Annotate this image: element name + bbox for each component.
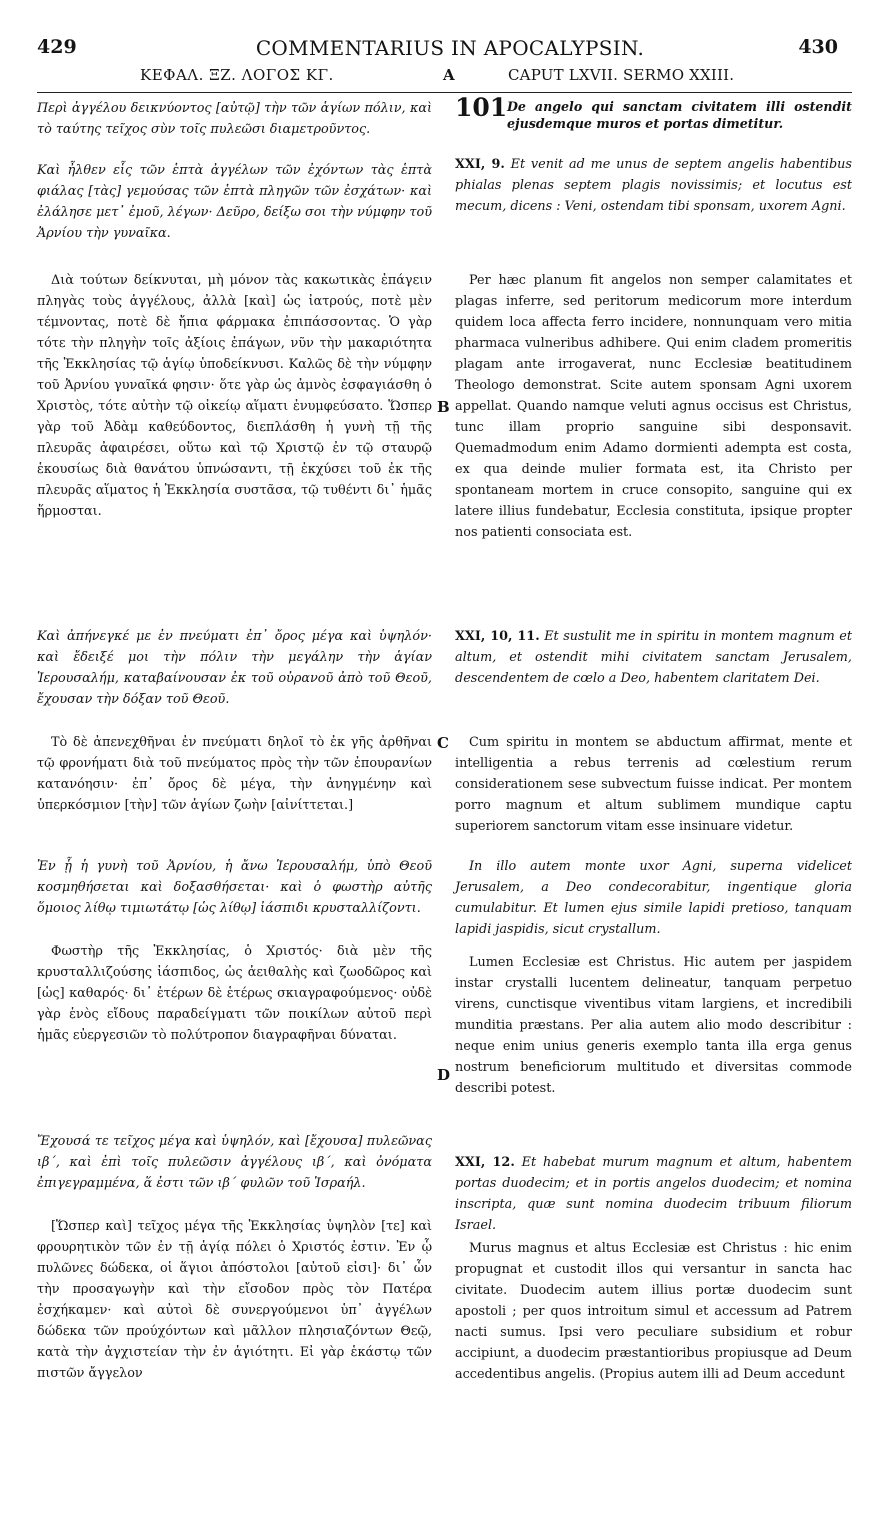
header-rule bbox=[37, 92, 852, 93]
page-number-right: 430 bbox=[798, 36, 838, 58]
greek-verse-12: Ἔχουσά τε τεῖχος μέγα καὶ ὑψηλόν, καὶ [ἔχουσα] πυλεῶνας ιβ΄, καὶ ἐπὶ τοῖς πυλεῶσιν ἀγγέλους ιβ΄, καὶ ὀνόματα ἐπιγεγραμμένα, ἅ ἐστι τῶν ιβ΄ φυλῶν τοῦ Ἰσραήλ. bbox=[37, 1134, 432, 1191]
greek-commentary-3 bbox=[37, 941, 432, 1046]
section-number: 101 bbox=[455, 93, 508, 122]
greek-commentary-2-text: Τὸ δὲ ἀπενεχθῆναι ἐν πνεύματι δηλοῖ τὸ ἐκ γῆς ἀρθῆναι τῷ φρονήματι διὰ τοῦ πνεύματος πρὸς τὴν τῶν ἐπουρανίων κατανόησιν· ἐπ᾽ ὄρος δὲ μέγα, τὴν ἀνηγμένην καὶ ὑπερκόσμιον [τὴν] τῶν ἁγίων ζωὴν [αἰνίττεται.] bbox=[37, 735, 432, 813]
greek-verse-9: Καὶ ἦλθεν εἷς τῶν ἑπτὰ ἀγγέλων τῶν ἐχόντων τὰς ἑπτὰ φιάλας [τὰς] γεμούσας τῶν ἑπτὰ πληγῶν τῶν ἐσχάτων· καὶ ἐλάλησε μετ᾽ ἐμοῦ, λέγων· Δεῦρο, δείξω σοι τὴν νύμφην τοῦ Ἀρνίου τὴν γυναῖκα. bbox=[37, 163, 432, 241]
greek-commentary-4 bbox=[37, 1216, 432, 1384]
latin-verse-11-text: In illo autem monte uxor Agni, superna videlicet Jerusalem, a Deo condecorabitur, ingentique gloria cumulabitur. Et lumen ejus simile lapidi pretioso, tanquam lapidi jaspidis, sicut crystallum. bbox=[455, 859, 852, 937]
verse-ref-9: XXI, 9. bbox=[455, 157, 505, 172]
latin-verse-10-text: Et sustulit me in spiritu in montem magnum et altum, et ostendit mihi civitatem sanctam Jerusalem, descendentem de cœlo a Deo, habentem claritatem Dei. bbox=[455, 629, 852, 686]
latin-section-title: De angelo qui sanctam civitatem illi ostendit ejusdemque muros et portas dimetitur. bbox=[507, 99, 852, 131]
greek-commentary-4-text: [Ὥσπερ καὶ] τεῖχος μέγα τῆς Ἐκκλησίας ὑψηλὸν [τε] καὶ φρουρητικὸν τῶν ἐν τῇ ἁγίᾳ πόλει ὁ Χριστός ἐστιν. Ἐν ᾧ πυλῶνες δώδεκα, οἱ ἅγιοι ἀπόστολοι [αὐτοῦ εἰσι]· δι᾽ ὧν τὴν προσαγωγὴν καὶ τὴν εἴσοδον πρὸς τὸν Πατέρα ἐσχήκαμεν· καὶ αὐτοὶ δὲ συνεργούμενοι ὑπ᾽ ἀγγέλων δώδεκα τῶν προύχόντων καὶ μᾶλλον πλησιαζόντων Θεῷ, κατὰ τὴν ἀγχιστείαν τὴν ἐν ἁγιότητι. Εἰ γὰρ ἑκάστῳ τῶν πιστῶν ἄγγελον bbox=[37, 1219, 432, 1381]
latin-commentary-3 bbox=[455, 952, 852, 1099]
latin-verse-12 bbox=[455, 1152, 852, 1236]
latin-commentary-2-text: Cum spiritu in montem se abductum affirmat, mente et intelligentia a rebus terrenis ad cœlestium rerum considerationem sese subvectum fuisse indicat. Per montem porro magnum et altum sublimem mundique captu superiorem sanctorum vitam esse insinuare videtur. bbox=[455, 735, 852, 834]
greek-verse-10: Καὶ ἀπήνεγκέ με ἐν πνεύματι ἐπ᾽ ὄρος μέγα καὶ ὑψηλόν· καὶ ἔδειξέ μοι τὴν πόλιν τὴν μεγάλην τὴν ἁγίαν Ἱερουσαλήμ, καταβαίνουσαν ἐκ τοῦ οὐρανοῦ ἀπὸ τοῦ Θεοῦ, ἔχουσαν τὴν δόξαν τοῦ Θεοῦ. bbox=[37, 629, 432, 707]
latin-commentary-1-text: Per hæc planum fit angelos non semper calamitates et plagas inferre, sed peritorum medicorum more interdum quidem loca affecta ferro incidere, nonnunquam vero mitia pharmaca vulneribus adhibere. Qui enim cladem promeritis plagam ante irrogaverat, nunc Ecclesiæ beatitudinem Theologo demonstrat. Scite autem sponsam Agni uxorem appellat. Quando namque veluti agnus occisus est Christus, tunc illam proprio sanguine sibi desponsavit. Quemadmodum enim Adamo dormienti adempta est costa, ex qua deinde mulier formata est, ita Christo per spontaneam mortem in cruce consopito, sanguine qui ex latere illius fundebatur, Ecclesia constituta, ipsique propter nos patienti consociata est. bbox=[455, 273, 852, 540]
greek-commentary-3-text: Φωστὴρ τῆς Ἐκκλησίας, ὁ Χριστός· διὰ μὲν τῆς κρυσταλλιζούσης ἰάσπιδος, ὡς ἀειθαλὴς καὶ ζωοδῶρος καὶ [ὡς] καθαρός· δι᾽ ἑτέρων δὲ ἑτέρως σκιαγραφούμενος· οὐδὲ γὰρ ἑνὸς εἴδους παραδείγματι τῶν ποικίλων αὐτοῦ περὶ ἡμᾶς εὐεργεσιῶν τὸ πολύτροπον διαγραφῆναι δύναται. bbox=[37, 944, 432, 1043]
chapter-caption-row bbox=[0, 66, 888, 92]
verse-ref-12: XXI, 12. bbox=[455, 1155, 515, 1170]
latin-section-heading bbox=[455, 93, 852, 138]
greek-verse-11: Ἐν ᾗ ἡ γυνὴ τοῦ Ἀρνίου, ἡ ἄνω Ἱερουσαλήμ, ὑπὸ Θεοῦ κοσμηθήσεται καὶ δοξασθήσεται· καὶ ὁ φωστὴρ αὐτῆς ὅμοιος λίθῳ τιμιωτάτῳ [ὡς λίθῳ] ἰάσπιδι κρυσταλλίζοντι. bbox=[37, 859, 432, 916]
margin-letter-c: C bbox=[437, 734, 449, 752]
margin-letter-d: D bbox=[437, 1066, 451, 1084]
latin-verse-9 bbox=[455, 154, 852, 217]
running-header bbox=[0, 36, 888, 66]
margin-letter-a: A bbox=[443, 66, 455, 84]
greek-commentary-1 bbox=[37, 270, 432, 522]
latin-commentary-4-text: Murus magnus et altus Ecclesiæ est Christus : hic enim propugnat et custodit illos qui versantur in sancta hac civitate. Duodecim autem illius portæ duodecim sunt apostoli ; per quos introitum simul et accessum ad Patrem nacti sumus. Ipsi vero peculiare subsidium et robur accipiunt, a duodecim præstantioribus propiusque ad Deum accedentibus angelis. (Propius autem illi ad Deum accedunt bbox=[455, 1241, 852, 1382]
latin-verse-11 bbox=[455, 856, 852, 940]
margin-letter-b: B bbox=[437, 398, 450, 416]
latin-verse-12-text: Et habebat murum magnum et altum, habentem portas duodecim; et in portis angelos duodecim; et nomina inscripta, quæ sunt nomina duodecim tribuum filiorum Israel. bbox=[455, 1155, 852, 1233]
greek-commentary-2 bbox=[37, 732, 432, 816]
running-title: COMMENTARIUS IN APOCALYPSIN. bbox=[255, 36, 645, 60]
verse-ref-10: XXI, 10, 11. bbox=[455, 629, 540, 644]
latin-commentary-4 bbox=[455, 1238, 852, 1385]
greek-commentary-1-text: Διὰ τούτων δείκνυται, μὴ μόνον τὰς κακωτικὰς ἐπάγειν πληγὰς τοὺς ἀγγέλους, ἀλλὰ [καὶ] ὡς ἰατρούς, ποτὲ μὲν τέμνοντας, ποτὲ δὲ ἤπια φάρμακα ἐπιπάσσοντας. Ὁ γὰρ τότε τὴν πληγὴν τοῖς ἀξίοις ἐπάγων, νῦν τὴν μακαριότητα τῆς Ἐκκλησίας τῷ ἁγίῳ ὑποδείκνυσι. Καλῶς δὲ τὴν νύμφην τοῦ Ἀρνίου γυναῖκά φησιν· ὅτε γὰρ ὡς ἀμνὸς ἐσφαγιάσθη ὁ Χριστὸς, τότε αὐτὴν τῷ οἰκείῳ αἵματι ἐνυμφεύσατο. Ὥσπερ γὰρ τοῦ Ἀδὰμ καθεύδοντος, διεπλάσθη ἡ γυνὴ τῇ τῆς πλευρᾶς ἀφαιρέσει, οὕτω καὶ τῷ Χριστῷ ἐν τῷ σταυρῷ ἑκουσίως διὰ θανάτου ὑπνώσαντι, τῇ ἐκχύσει τοῦ ἐκ τῆς πλευρᾶς αἵματος ἡ Ἐκκλησία συστᾶσα, τῷ τυθέντι δι᾽ ἡμᾶς ἥρμοσται. bbox=[37, 273, 432, 519]
latin-commentary-2 bbox=[455, 732, 852, 837]
greek-section-title: Περὶ ἀγγέλου δεικνύοντος [αὐτῷ] τὴν τῶν ἁγίων πόλιν, καὶ τὸ ταύτης τεῖχος σὺν τοῖς πυλεῶσι διαμετροῦντος. bbox=[37, 101, 432, 137]
latin-verse-9-text: Et venit ad me unus de septem angelis habentibus phialas plenas septem plagis novissimis; et locutus est mecum, dicens : Veni, ostendam tibi sponsam, uxorem Agni. bbox=[455, 157, 852, 214]
latin-commentary-1 bbox=[455, 270, 852, 543]
latin-chapter-caption: CAPUT LXVII. SERMO XXIII. bbox=[508, 66, 735, 84]
latin-commentary-3-text: Lumen Ecclesiæ est Christus. Hic autem per jaspidem instar crystalli lucentem delineatur, tanquam perpetuo virens, cunctisque viventibus vitam largiens, et incredibili munditia præstans. Per alia autem alio modo describitur : neque enim unius generis exemplo tanta illa erga genus nostrum beneficiorum multitudo et diversitas commode describi potest. bbox=[455, 955, 852, 1096]
greek-chapter-caption: ΚΕΦΑΛ. ΞΖ. ΛΟΓΟΣ ΚΓ. bbox=[140, 66, 334, 84]
page-number-left: 429 bbox=[37, 36, 77, 58]
latin-verse-10 bbox=[455, 626, 852, 689]
